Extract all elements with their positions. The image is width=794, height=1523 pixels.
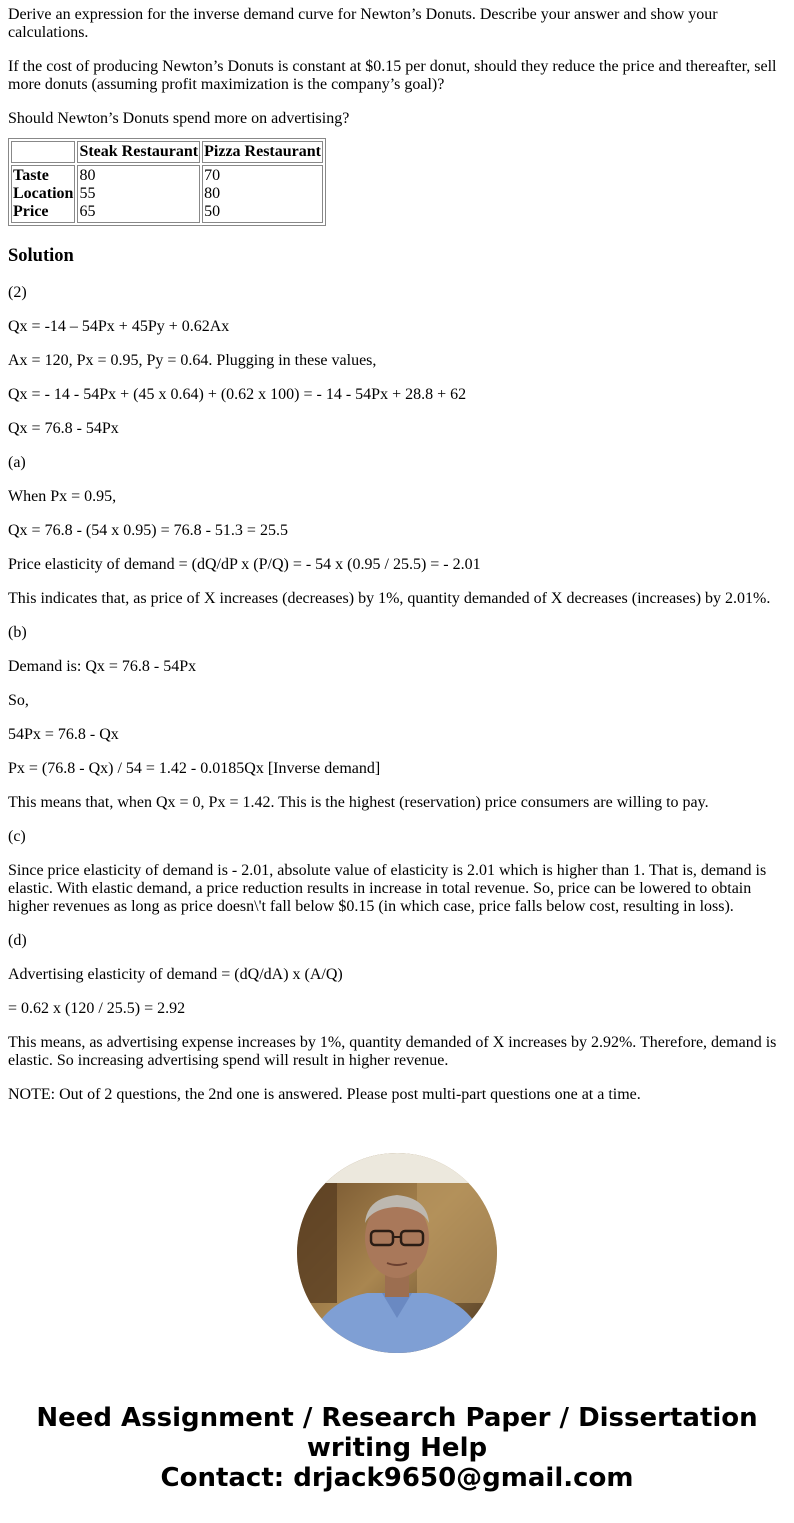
solution-line: = 0.62 x (120 / 25.5) = 2.92 [8, 1000, 186, 1017]
restaurant-table [8, 138, 326, 226]
steak-values [77, 165, 200, 223]
table-header-empty [11, 141, 75, 163]
solution-line: Qx = 76.8 - (54 x 0.95) = 76.8 - 51.3 = 25.5 [8, 522, 288, 539]
steak-taste: 80 [79, 167, 96, 184]
solution-note: NOTE: Out of 2 questions, the 2nd one is answered. Please post multi-part questions one at a time. [8, 1086, 641, 1103]
promo-line-2: writing Help [306, 1433, 488, 1463]
solution-line: Since price elasticity of demand is - 2.01, absolute value of elasticity is 2.01 which is higher than 1. That is, demand is elastic. With elastic demand, a price reduction results in increase in total revenue. So, price can be lowered to obtain higher revenues as long as price doesn\'t fall below $0.15 (in which case, price falls below cost, resulting in loss). [8, 862, 767, 915]
solution-line: Qx = 76.8 - 54Px [8, 420, 119, 437]
table-header-row [11, 141, 323, 163]
solution-line: (2) [8, 284, 27, 301]
solution-line: This indicates that, as price of X increases (decreases) by 1%, quantity demanded of X decreases (increases) by 2.01%. [8, 590, 771, 607]
question-paragraph: If the cost of producing Newton’s Donuts is constant at $0.15 per donut, should they reduce the price and thereafter, sell more donuts (assuming profit maximization is the company’s goal)? [8, 58, 777, 93]
row-label-location: Location [13, 185, 74, 202]
solution-line: This means, as advertising expense increases by 1%, quantity demanded of X increases by 2.92%. Therefore, demand is elastic. So increasing advertising spend will result in higher revenue. [8, 1034, 777, 1069]
pizza-price: 50 [204, 203, 221, 220]
person-portrait-icon [297, 1153, 497, 1353]
promo-line-1: Need Assignment / Research Paper / Dissertation [36, 1403, 758, 1433]
solution-line: (a) [8, 454, 26, 471]
row-label-price: Price [13, 203, 49, 220]
solution-line: Demand is: Qx = 76.8 - 54Px [8, 658, 197, 675]
table-header-pizza: Pizza Restaurant [202, 141, 323, 163]
solution-line: Px = (76.8 - Qx) / 54 = 1.42 - 0.0185Qx [Inverse demand] [8, 760, 381, 777]
solution-body [8, 284, 786, 1104]
solution-line: (c) [8, 828, 26, 845]
solution-line: (d) [8, 932, 27, 949]
solution-line: So, [8, 692, 29, 709]
solution-line: Price elasticity of demand = (dQ/dP x (P/Q) = - 54 x (0.95 / 25.5) = - 2.01 [8, 556, 481, 573]
solution-line: Ax = 120, Px = 0.95, Py = 0.64. Plugging in these values, [8, 352, 377, 369]
solution-line: This means that, when Qx = 0, Px = 1.42. This is the highest (reservation) price consumers are willing to pay. [8, 794, 709, 811]
table-header-steak: Steak Restaurant [77, 141, 200, 163]
solution-line: 54Px = 76.8 - Qx [8, 726, 119, 743]
solution-heading: Solution [8, 246, 74, 266]
promo-banner [0, 1403, 794, 1493]
pizza-location: 80 [204, 185, 221, 202]
avatar [297, 1153, 497, 1353]
question-paragraph: Should Newton’s Donuts spend more on advertising? [8, 110, 350, 127]
row-label-taste: Taste [13, 167, 49, 184]
table-row [11, 165, 323, 223]
solution-line: (b) [8, 624, 27, 641]
solution-line: When Px = 0.95, [8, 488, 117, 505]
question-paragraph: Derive an expression for the inverse demand curve for Newton’s Donuts. Describe your answer and show your calculations. [8, 6, 718, 41]
table-row-labels [11, 165, 75, 223]
solution-line: Qx = -14 – 54Px + 45Py + 0.62Ax [8, 318, 230, 335]
solution-line: Qx = - 14 - 54Px + (45 x 0.64) + (0.62 x 100) = - 14 - 54Px + 28.8 + 62 [8, 386, 467, 403]
pizza-taste: 70 [204, 167, 221, 184]
promo-contact: Contact: drjack9650@gmail.com [160, 1463, 634, 1493]
steak-price: 65 [79, 203, 96, 220]
solution-line: Advertising elasticity of demand = (dQ/dA) x (A/Q) [8, 966, 343, 983]
steak-location: 55 [79, 185, 96, 202]
pizza-values [202, 165, 323, 223]
